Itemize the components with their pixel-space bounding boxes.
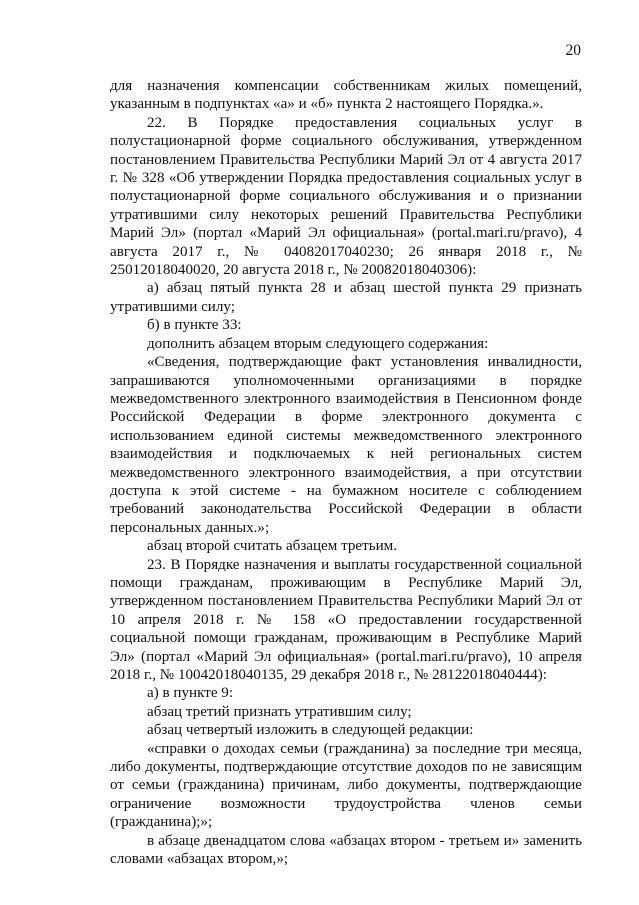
paragraph-sub-a-point-9: а) в пункте 9:	[147, 685, 234, 702]
paragraph-twelfth-replace: в абзаце двенадцатом слова «абзацах втором - третьем и» заменить словами «абзацах втором,»;	[110, 832, 582, 868]
paragraph-fourth-edit: абзац четвертый изложить в следующей редакции:	[147, 722, 474, 739]
paragraph-add-second: дополнить абзацем вторым следующего содержания:	[147, 335, 489, 352]
paragraph-item-22: 22. В Порядке предоставления социальных услуг в полустационарной форме социального обслуживания, утвержденном постановлением Правительства Республики Марий Эл от 4 августа 2017 г. № 328 «Об утверждении Порядка предоставления социальных услуг в полустационарной форме социального обслуживания и о признании утратившими силу некоторых решений Правительства Республики Марий Эл» (портал «Марий Эл официальная» (portal.mari.ru/pravo), 4 августа 2017 г., № 04082017040230; 26 января 2018 г., № 25012018040020, 20 августа 2018 г., № 20082018040306):	[110, 114, 582, 279]
paragraph-income-quote: «справки о доходах семьи (гражданина) за последние три месяца, либо документы, подтверждающие отсутствие доходов по не зависящим от семьи (гражданина) причинам, либо документы, подтверждающие ограничение возможности трудоустройства членов семьи (гражданина);»;	[110, 740, 582, 831]
paragraph-third-void: абзац третий признать утратившим силу;	[147, 703, 412, 720]
paragraph-renumber: абзац второй считать абзацем третьим.	[147, 538, 397, 555]
paragraph-disability-quote: «Сведения, подтверждающие факт установления инвалидности, запрашиваются уполномоченными организациями в порядке межведомственного электронного взаимодействия в Пенсионном фонде Российской Федерации в форме электронного документа с использованием единой системы межведомственного электронного взаимодействия и подключаемых к ней региональных систем межведомственного электронного взаимодействия, а при отсутствии доступа к этой системе - на бумажном носителе с соблюдением требований законодательства Российской Федерации в области персональных данных.»;	[110, 354, 582, 536]
paragraph-compensation-tail: для назначения компенсации собственникам жилых помещений, указанным в подпунктах «а» и «б» пункта 2 настоящего Порядка.».	[110, 78, 582, 113]
document-body	[110, 77, 582, 868]
page-number: 20	[565, 42, 581, 59]
paragraph-item-23: 23. В Порядке назначения и выплаты государственной социальной помощи гражданам, проживающим в Республике Марий Эл, утвержденном постановлением Правительства Республики Марий Эл от 10 апреля 2018 г. № 158 «О предоставлении государственной социальной помощи гражданам, проживающим в Республике Марий Эл» (портал «Марий Эл официальная» (portal.mari.ru/pravo), 10 апреля 2018 г., № 10042018040135, 29 декабря 2018 г., № 28122018040444):	[110, 556, 582, 683]
paragraph-sub-a: а) абзац пятый пункта 28 и абзац шестой пункта 29 признать утратившими силу;	[110, 280, 582, 315]
paragraph-sub-b: б) в пункте 33:	[147, 317, 242, 334]
